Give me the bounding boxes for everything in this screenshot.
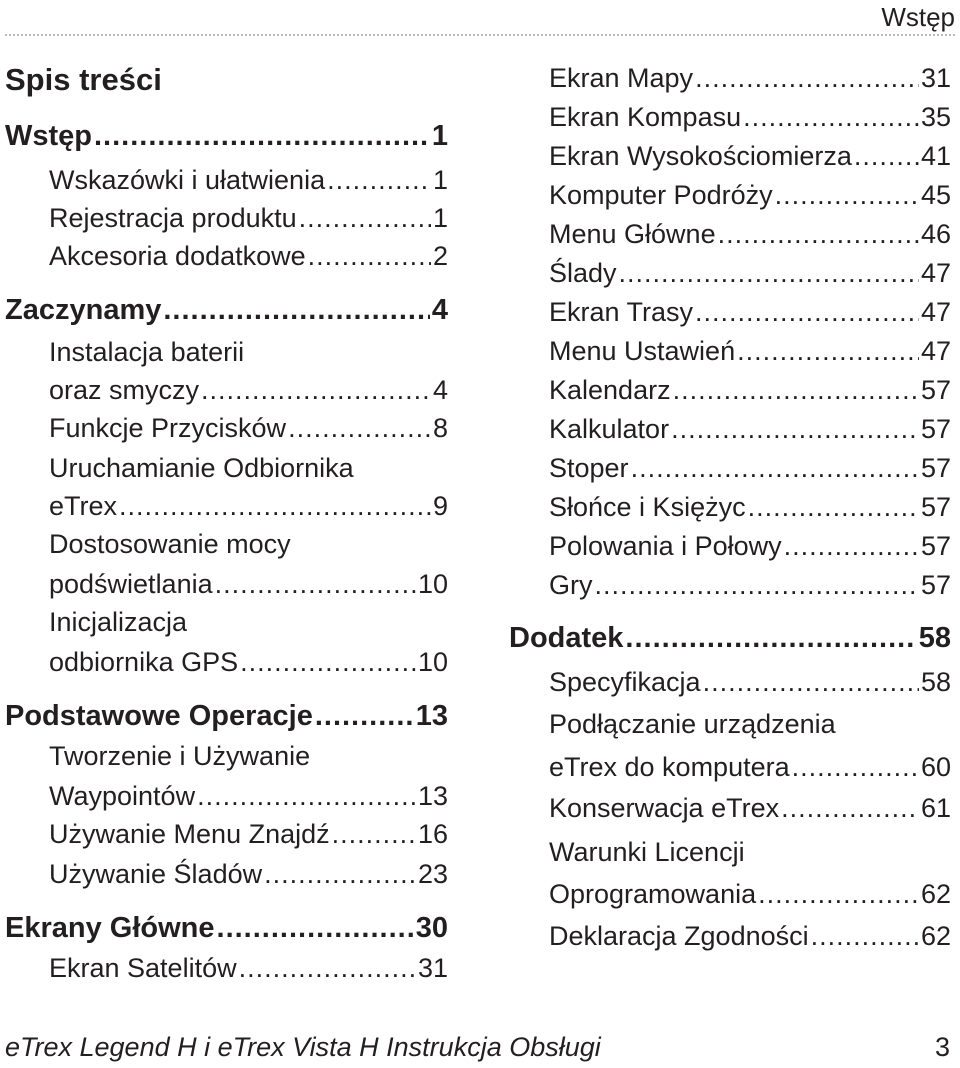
toc-entry-line1: Uruchamianie Odbiornika xyxy=(49,453,354,483)
toc-entry-line1: Inicjalizacja xyxy=(49,607,188,637)
leader-dots xyxy=(315,698,414,734)
toc-label: Oprogramowania xyxy=(549,879,757,909)
leader-dots xyxy=(264,856,416,892)
leader-dots xyxy=(695,294,919,330)
toc-page: 60 xyxy=(920,752,951,782)
toc-page: 31 xyxy=(920,63,951,93)
toc-label: Ekran Kompasu xyxy=(549,102,742,132)
toc-page: 47 xyxy=(920,297,951,327)
toc-label: Słońce i Księżyc xyxy=(549,492,746,522)
toc-entry[interactable] xyxy=(509,99,951,135)
toc-page: 1 xyxy=(431,120,448,152)
toc-page: 58 xyxy=(918,622,951,654)
leader-dots xyxy=(332,816,416,852)
leader-dots xyxy=(743,99,919,135)
toc-page: 9 xyxy=(432,491,448,521)
toc-page: 61 xyxy=(920,793,951,823)
toc-label: Ekrany Główne xyxy=(5,912,215,944)
leader-dots xyxy=(792,749,919,785)
toc-label: Ślady xyxy=(549,258,617,288)
toc-label: Gry xyxy=(549,570,593,600)
toc-entry[interactable] xyxy=(509,528,951,564)
toc-page: 47 xyxy=(920,258,951,288)
toc-page: 58 xyxy=(920,667,951,697)
toc-page: 35 xyxy=(920,102,951,132)
toc-page: 57 xyxy=(920,492,951,522)
toc-entry[interactable] xyxy=(5,950,448,986)
toc-label: podświetlania xyxy=(49,569,213,599)
leader-dots xyxy=(781,790,919,826)
leader-dots xyxy=(197,778,416,814)
toc-label: Ekran Satelitów xyxy=(49,953,237,983)
toc-label: Kalendarz xyxy=(549,375,671,405)
toc-entry[interactable] xyxy=(509,255,951,291)
toc-page: 62 xyxy=(920,921,951,951)
toc-label: Menu Główne xyxy=(549,219,716,249)
leader-dots xyxy=(215,566,416,602)
toc-label: Funkcje Przycisków xyxy=(49,413,287,443)
page-title: Spis treści xyxy=(5,62,162,97)
toc-entry[interactable] xyxy=(509,138,951,174)
toc-entry[interactable] xyxy=(5,856,448,892)
toc-label: Używanie Menu Znajdź xyxy=(49,819,330,849)
toc-entry[interactable] xyxy=(5,566,448,602)
toc-page: 2 xyxy=(432,241,448,271)
toc-label: eTrex do komputera xyxy=(549,752,790,782)
toc-entry[interactable] xyxy=(509,216,951,252)
toc-section-podstawowe-operacje[interactable] xyxy=(5,698,448,734)
leader-dots xyxy=(811,918,919,954)
toc-label: Specyfikacja xyxy=(549,667,701,697)
leader-dots xyxy=(240,644,416,680)
toc-section-zaczynamy[interactable] xyxy=(5,292,448,328)
toc-page: 10 xyxy=(417,569,448,599)
toc-section-ekrany-glowne[interactable] xyxy=(5,910,448,946)
toc-page: 23 xyxy=(417,859,448,889)
toc-label: Ekran Wysokościomierza xyxy=(549,141,852,171)
toc-entry[interactable] xyxy=(509,664,951,700)
leader-dots xyxy=(308,238,431,274)
toc-label: Ekran Mapy xyxy=(549,63,694,93)
toc-page: 57 xyxy=(920,414,951,444)
running-header: Wstęp xyxy=(881,2,955,32)
toc-page: 57 xyxy=(920,453,951,483)
toc-label: Polowania i Połowy xyxy=(549,531,782,561)
toc-label: odbiornika GPS xyxy=(49,647,239,677)
toc-label: Kalkulator xyxy=(549,414,670,444)
toc-page: 4 xyxy=(431,294,448,326)
toc-entry[interactable] xyxy=(509,790,951,826)
toc-page: 57 xyxy=(920,570,951,600)
leader-dots xyxy=(327,162,431,198)
toc-label: Zaczynamy xyxy=(5,294,162,326)
toc-entry[interactable] xyxy=(509,918,951,954)
toc-page: 16 xyxy=(417,819,448,849)
leader-dots xyxy=(94,118,430,154)
leader-dots xyxy=(625,620,916,656)
toc-entry[interactable] xyxy=(509,876,951,912)
toc-entry-line1: Tworzenie i Używanie xyxy=(49,741,311,771)
toc-entry[interactable] xyxy=(5,410,448,446)
toc-label: Deklaracja Zgodności xyxy=(549,921,809,951)
toc-page: 46 xyxy=(920,219,951,249)
leader-dots xyxy=(201,372,431,408)
toc-page: 10 xyxy=(417,647,448,677)
toc-label: Podstawowe Operacje xyxy=(5,700,313,732)
leader-dots xyxy=(217,910,414,946)
leader-dots xyxy=(758,876,919,912)
toc-entry-line1: Warunki Licencji xyxy=(549,837,745,867)
toc-page: 4 xyxy=(432,375,448,405)
toc-label: Stoper xyxy=(549,453,629,483)
toc-entry[interactable] xyxy=(509,489,951,525)
toc-entry[interactable] xyxy=(509,450,951,486)
toc-label: Komputer Podróży xyxy=(549,180,773,210)
toc-label: Akcesoria dodatkowe xyxy=(49,241,306,271)
toc-entry-line1: Podłączanie urządzenia xyxy=(549,709,836,739)
toc-entry[interactable] xyxy=(5,488,448,524)
leader-dots xyxy=(619,255,919,291)
toc-label: Menu Ustawień xyxy=(549,336,736,366)
toc-label: Wstęp xyxy=(5,120,92,152)
toc-label: Rejestracja produktu xyxy=(49,203,297,233)
toc-entry[interactable] xyxy=(509,60,951,96)
leader-dots xyxy=(695,60,919,96)
toc-page: 41 xyxy=(920,141,951,171)
toc-label: eTrex xyxy=(49,491,118,521)
toc-entry[interactable] xyxy=(5,200,448,236)
leader-dots xyxy=(631,450,919,486)
leader-dots xyxy=(673,372,919,408)
leader-dots xyxy=(737,333,919,369)
toc-entry[interactable] xyxy=(5,816,448,852)
toc-page: 31 xyxy=(417,953,448,983)
leader-dots xyxy=(239,950,416,986)
toc-section-dodatek[interactable] xyxy=(509,620,951,656)
toc-page: 57 xyxy=(920,375,951,405)
toc-label: Dodatek xyxy=(509,622,624,654)
toc-label: Ekran Trasy xyxy=(549,297,694,327)
toc-entry[interactable] xyxy=(509,411,951,447)
toc-entry[interactable] xyxy=(5,238,448,274)
toc-page: 45 xyxy=(920,180,951,210)
toc-label: Waypointów xyxy=(49,781,196,811)
toc-label: oraz smyczy xyxy=(49,375,200,405)
toc-label: Używanie Śladów xyxy=(49,859,263,889)
toc-page: 57 xyxy=(920,531,951,561)
toc-page: 1 xyxy=(432,203,448,233)
leader-dots xyxy=(854,138,919,174)
toc-entry[interactable] xyxy=(509,749,951,785)
footer-page-number: 3 xyxy=(934,1032,950,1062)
leader-dots xyxy=(718,216,919,252)
toc-entry[interactable] xyxy=(509,372,951,408)
leader-dots xyxy=(671,411,919,447)
toc-entry[interactable] xyxy=(509,294,951,330)
toc-page: 8 xyxy=(432,413,448,443)
toc-entry-line1: Dostosowanie mocy xyxy=(49,529,291,559)
toc-page: 1 xyxy=(432,165,448,195)
leader-dots xyxy=(119,488,431,524)
leader-dots xyxy=(703,664,919,700)
leader-dots xyxy=(163,292,430,328)
toc-page: 62 xyxy=(920,879,951,909)
leader-dots xyxy=(299,200,431,236)
toc-page: 13 xyxy=(417,781,448,811)
toc-entry-line1: Instalacja baterii xyxy=(49,337,245,367)
leader-dots xyxy=(784,528,919,564)
leader-dots xyxy=(288,410,431,446)
toc-section-wstep[interactable] xyxy=(5,118,448,154)
toc-label: Konserwacja eTrex xyxy=(549,793,780,823)
toc-label: Wskazówki i ułatwienia xyxy=(49,165,326,195)
toc-entry[interactable] xyxy=(509,333,951,369)
footer-manual-title: eTrex Legend H i eTrex Vista H Instrukcja Obsługi xyxy=(5,1032,601,1062)
toc-entry[interactable] xyxy=(5,778,448,814)
toc-page: 13 xyxy=(415,700,448,732)
toc-entry[interactable] xyxy=(5,644,448,680)
leader-dots xyxy=(748,489,919,525)
toc-entry[interactable] xyxy=(5,162,448,198)
header-divider xyxy=(5,34,955,36)
toc-entry[interactable] xyxy=(509,177,951,213)
leader-dots xyxy=(775,177,919,213)
toc-entry[interactable] xyxy=(5,372,448,408)
leader-dots xyxy=(595,567,919,603)
toc-page: 47 xyxy=(920,336,951,366)
toc-page: 30 xyxy=(415,912,448,944)
toc-entry[interactable] xyxy=(509,567,951,603)
